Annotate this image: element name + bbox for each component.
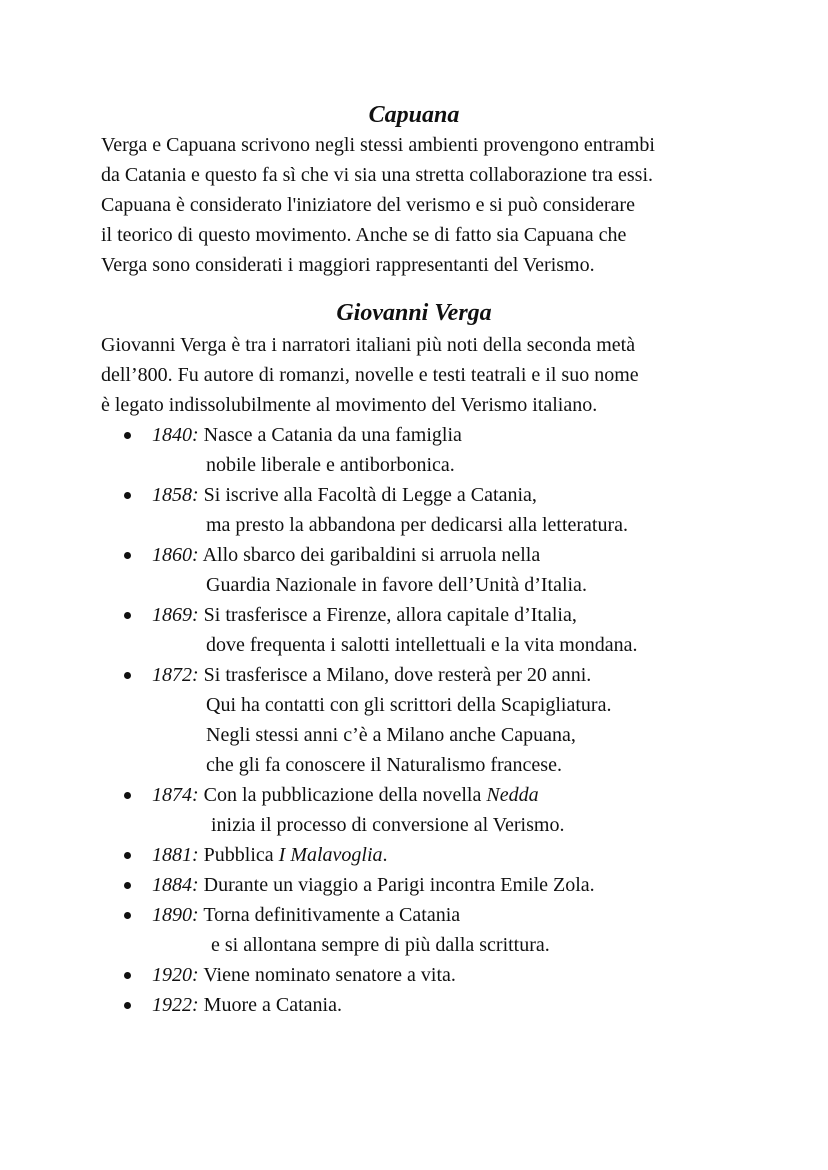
timeline-line (152, 840, 638, 870)
paragraph-line: Verga sono considerati i maggiori rappresentanti del Verismo. (101, 254, 595, 276)
timeline-text: Si trasferisce a Milano, dove resterà per 20 anni. (203, 664, 592, 686)
timeline-continuation: Negli stessi anni c’è a Milano anche Capuana, (206, 724, 576, 746)
bullet-icon (124, 432, 131, 439)
timeline-text: Durante un viaggio a Parigi incontra Emile Zola. (203, 874, 595, 896)
timeline-item (120, 600, 638, 660)
timeline-continuation: che gli fa conoscere il Naturalismo francese. (206, 754, 562, 776)
timeline-line (152, 900, 638, 930)
paragraph-line: da Catania e questo fa sì che vi sia una stretta collaborazione tra essi. (101, 164, 654, 186)
timeline-item (120, 780, 638, 840)
paragraph-verga (101, 330, 741, 420)
timeline-year: 1874: (152, 784, 199, 806)
timeline-continuation: e si allontana sempre di più dalla scrittura. (211, 934, 550, 956)
paragraph-capuana (101, 130, 741, 280)
timeline-list (120, 420, 638, 1020)
timeline-year: 1922: (152, 994, 199, 1016)
timeline-item (120, 870, 638, 900)
paragraph-line: Capuana è considerato l'iniziatore del verismo e si può considerare (101, 194, 635, 216)
timeline-year: 1858: (152, 484, 199, 506)
paragraph-line: dell’800. Fu autore di romanzi, novelle e testi teatrali e il suo nome (101, 364, 639, 386)
bullet-icon (124, 672, 131, 679)
timeline-year: 1860: (152, 544, 199, 566)
section-title-verga: Giovanni Verga (336, 300, 492, 326)
timeline-year: 1872: (152, 664, 199, 686)
timeline-text: Muore a Catania. (203, 994, 342, 1016)
timeline-text: Si iscrive alla Facoltà di Legge a Catania, (203, 484, 537, 506)
timeline-text: Allo sbarco dei garibaldini si arruola nella (202, 544, 541, 566)
timeline-line (152, 660, 638, 690)
timeline-line (152, 420, 638, 450)
bullet-icon (124, 1002, 131, 1009)
timeline-line (152, 780, 638, 810)
timeline-text: Con la pubblicazione della novella (203, 784, 487, 806)
timeline-text-end: . (382, 844, 388, 866)
paragraph-line: il teorico di questo movimento. Anche se di fatto sia Capuana che (101, 224, 627, 246)
timeline-line (152, 870, 638, 900)
timeline-text: Viene nominato senatore a vita. (203, 964, 456, 986)
timeline-text: Si trasferisce a Firenze, allora capitale d’Italia, (203, 604, 577, 626)
timeline-line (152, 600, 638, 630)
timeline-year: 1840: (152, 424, 199, 446)
paragraph-line: è legato indissolubilmente al movimento del Verismo italiano. (101, 394, 598, 416)
paragraph-line: Giovanni Verga è tra i narratori italiani più noti della seconda metà (101, 334, 636, 356)
timeline-continuation: inizia il processo di conversione al Verismo. (211, 814, 565, 836)
bullet-icon (124, 492, 131, 499)
timeline-line (152, 990, 638, 1020)
timeline-item (120, 840, 638, 870)
bullet-icon (124, 882, 131, 889)
timeline-text: Torna definitivamente a Catania (203, 904, 461, 926)
timeline-continuation: dove frequenta i salotti intellettuali e la vita mondana. (206, 634, 638, 656)
bullet-icon (124, 612, 131, 619)
bullet-icon (124, 552, 131, 559)
timeline-item (120, 990, 638, 1020)
section-title-capuana: Capuana (368, 102, 460, 128)
bullet-icon (124, 972, 131, 979)
timeline-item (120, 660, 638, 780)
timeline-item (120, 960, 638, 990)
timeline-line (152, 540, 638, 570)
timeline-year: 1881: (152, 844, 199, 866)
timeline-item (120, 900, 638, 960)
timeline-year: 1890: (152, 904, 199, 926)
timeline-continuation: ma presto la abbandona per dedicarsi alla letteratura. (206, 514, 629, 536)
work-title: I Malavoglia (278, 844, 383, 866)
timeline-year: 1869: (152, 604, 199, 626)
timeline-text: Pubblica (203, 844, 279, 866)
timeline-continuation: Guardia Nazionale in favore dell’Unità d’Italia. (206, 574, 587, 596)
timeline-item (120, 420, 638, 480)
timeline-continuation: nobile liberale e antiborbonica. (206, 454, 455, 476)
work-title: Nedda (486, 784, 539, 806)
timeline-year: 1884: (152, 874, 199, 896)
timeline-line (152, 480, 638, 510)
timeline-text: Nasce a Catania da una famiglia (203, 424, 462, 446)
timeline-continuation: Qui ha contatti con gli scrittori della Scapigliatura. (206, 694, 612, 716)
paragraph-line: Verga e Capuana scrivono negli stessi ambienti provengono entrambi (101, 134, 655, 156)
timeline-line (152, 960, 638, 990)
timeline-year: 1920: (152, 964, 199, 986)
bullet-icon (124, 792, 131, 799)
bullet-icon (124, 852, 131, 859)
timeline-item (120, 540, 638, 600)
bullet-icon (124, 912, 131, 919)
timeline-item (120, 480, 638, 540)
